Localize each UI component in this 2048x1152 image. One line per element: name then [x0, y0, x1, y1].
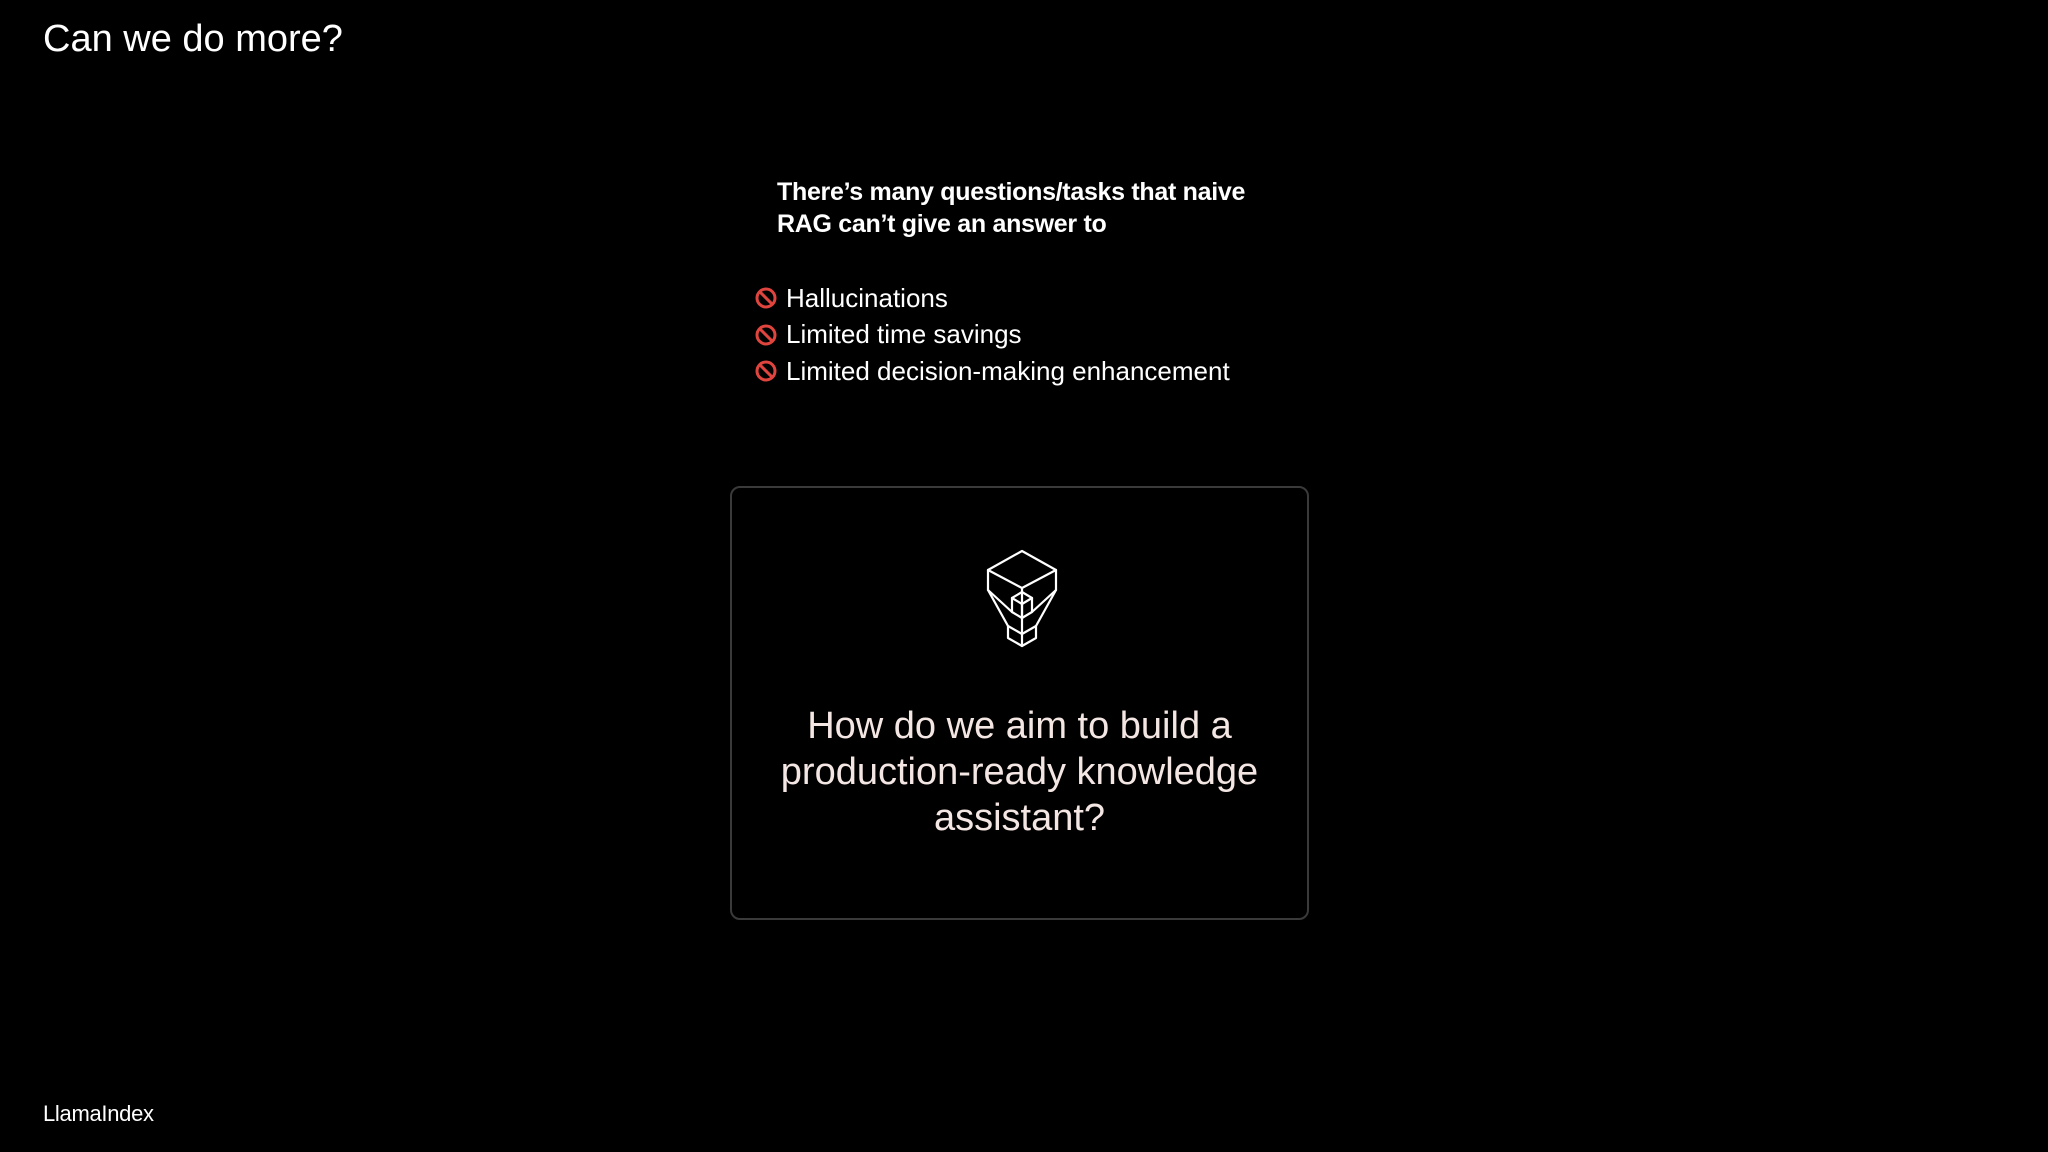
- slide-title: Can we do more?: [43, 18, 343, 60]
- issue-item: [754, 317, 1230, 354]
- intro-text: There’s many questions/tasks that naive RAG can’t give an answer to: [777, 178, 1246, 238]
- prohibited-icon: [754, 359, 778, 383]
- issue-list: [754, 280, 1230, 390]
- card-question: How do we aim to build a production-ready knowledge assistant?: [780, 705, 1259, 839]
- issue-label: Limited time savings: [786, 319, 1022, 350]
- lightbulb-icon: [984, 548, 1060, 648]
- prohibited-icon: [754, 323, 778, 347]
- issue-label: Hallucinations: [786, 282, 948, 313]
- question-card: [730, 486, 1309, 920]
- issue-item: [754, 353, 1230, 390]
- prohibited-icon: [754, 286, 778, 310]
- brand-logo-text: LlamaIndex: [43, 1101, 154, 1126]
- issue-item: [754, 280, 1230, 317]
- issue-label: Limited decision-making enhancement: [786, 355, 1230, 386]
